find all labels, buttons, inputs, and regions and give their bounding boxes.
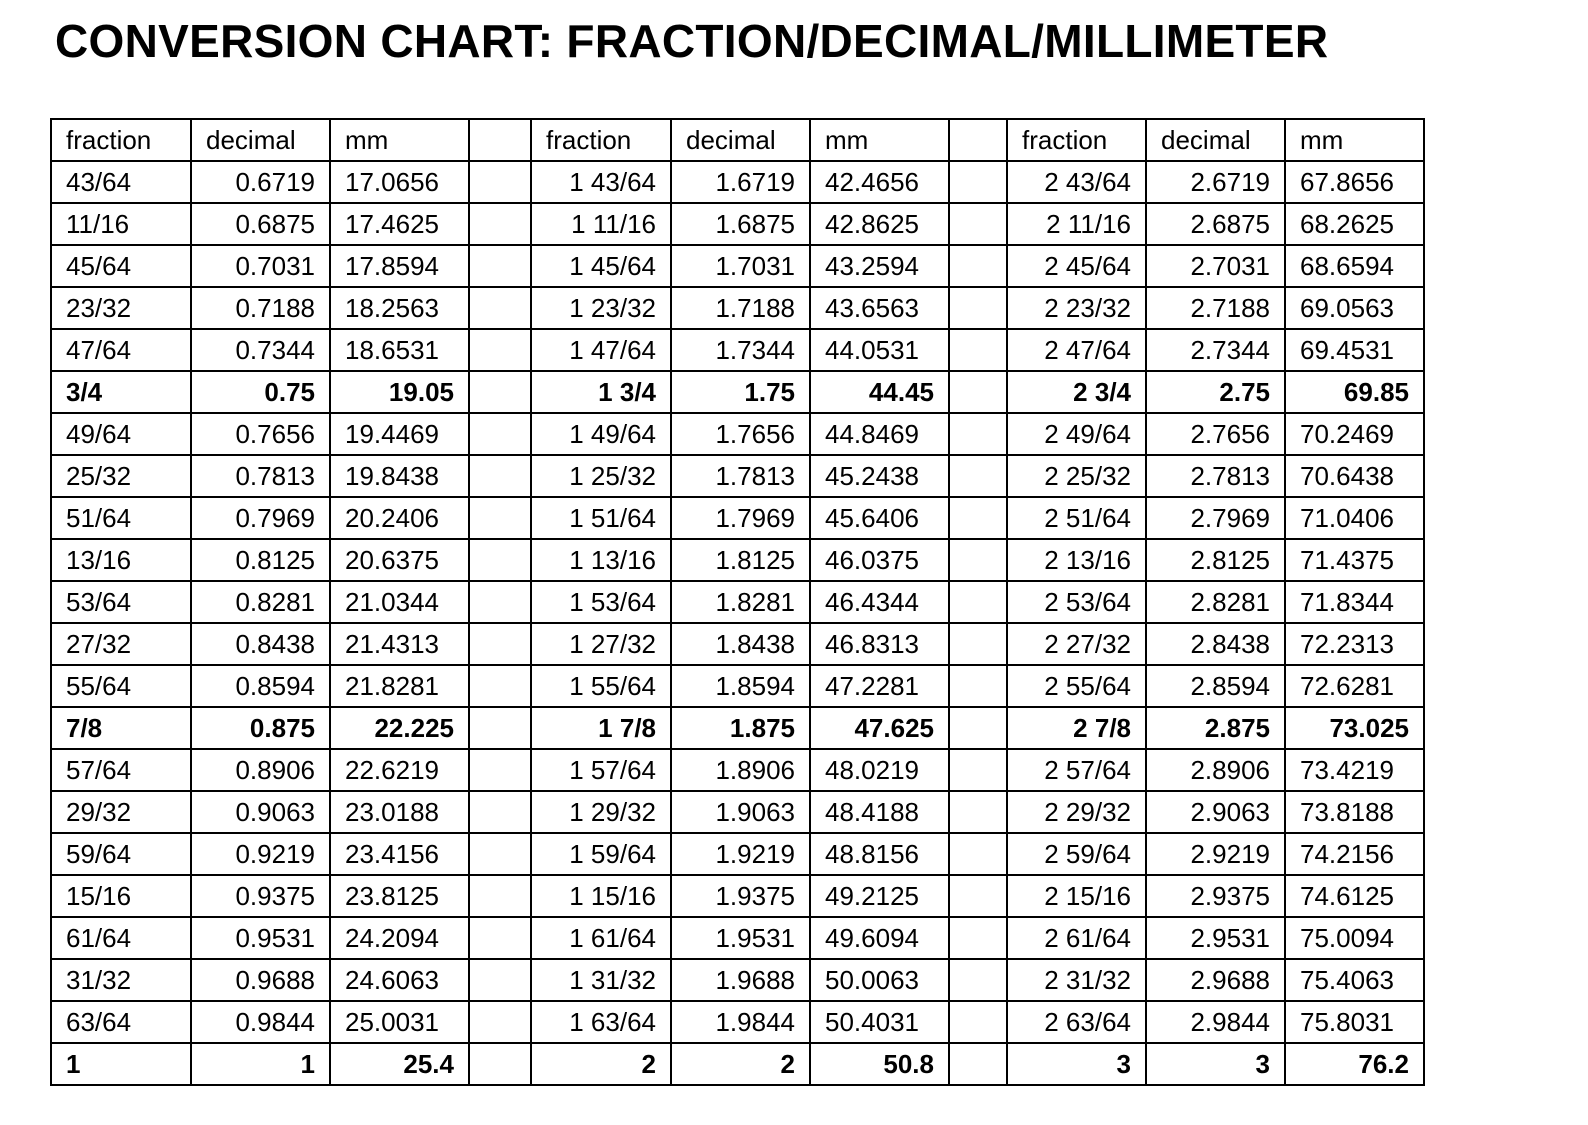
group-spacer (949, 455, 1007, 497)
group-spacer (949, 539, 1007, 581)
group-spacer (949, 1001, 1007, 1043)
table-row (51, 1043, 1424, 1085)
fraction-cell: 45/64 (51, 245, 191, 287)
group-spacer (949, 371, 1007, 413)
group-spacer (949, 119, 1007, 161)
decimal-cell: 2.9375 (1146, 875, 1285, 917)
group-spacer (469, 581, 531, 623)
mm-cell: 49.2125 (810, 875, 949, 917)
fraction-cell: 27/32 (51, 623, 191, 665)
fraction-cell: 31/32 (51, 959, 191, 1001)
fraction-cell: 2 43/64 (1007, 161, 1146, 203)
fraction-cell: 2 3/4 (1007, 371, 1146, 413)
fraction-cell: 2 57/64 (1007, 749, 1146, 791)
mm-cell: 50.4031 (810, 1001, 949, 1043)
header-fraction: fraction (51, 119, 191, 161)
decimal-cell: 2.6875 (1146, 203, 1285, 245)
mm-cell: 19.4469 (330, 413, 469, 455)
group-spacer (949, 161, 1007, 203)
mm-cell: 71.8344 (1285, 581, 1424, 623)
group-spacer (469, 791, 531, 833)
mm-cell: 49.6094 (810, 917, 949, 959)
fraction-cell: 43/64 (51, 161, 191, 203)
mm-cell: 44.0531 (810, 329, 949, 371)
table-row (51, 161, 1424, 203)
group-spacer (949, 581, 1007, 623)
mm-cell: 42.4656 (810, 161, 949, 203)
fraction-cell: 2 53/64 (1007, 581, 1146, 623)
table-row (51, 413, 1424, 455)
group-spacer (949, 917, 1007, 959)
decimal-cell: 2.875 (1146, 707, 1285, 749)
fraction-cell: 1 59/64 (531, 833, 671, 875)
decimal-cell: 0.8125 (191, 539, 330, 581)
decimal-cell: 2.9531 (1146, 917, 1285, 959)
mm-cell: 18.2563 (330, 287, 469, 329)
mm-cell: 24.6063 (330, 959, 469, 1001)
fraction-cell: 1 13/16 (531, 539, 671, 581)
group-spacer (949, 203, 1007, 245)
fraction-cell: 25/32 (51, 455, 191, 497)
mm-cell: 46.8313 (810, 623, 949, 665)
table-row (51, 707, 1424, 749)
fraction-cell: 1 55/64 (531, 665, 671, 707)
group-spacer (469, 539, 531, 581)
fraction-cell: 1 11/16 (531, 203, 671, 245)
table-row (51, 665, 1424, 707)
mm-cell: 42.8625 (810, 203, 949, 245)
fraction-cell: 2 61/64 (1007, 917, 1146, 959)
decimal-cell: 1.875 (671, 707, 810, 749)
fraction-cell: 2 7/8 (1007, 707, 1146, 749)
mm-cell: 18.6531 (330, 329, 469, 371)
header-decimal: decimal (671, 119, 810, 161)
decimal-cell: 0.7344 (191, 329, 330, 371)
group-spacer (949, 245, 1007, 287)
decimal-cell: 0.7031 (191, 245, 330, 287)
group-spacer (469, 1001, 531, 1043)
fraction-cell: 63/64 (51, 1001, 191, 1043)
table-row (51, 287, 1424, 329)
table-row (51, 791, 1424, 833)
decimal-cell: 3 (1146, 1043, 1285, 1085)
table-row (51, 623, 1424, 665)
decimal-cell: 2.7656 (1146, 413, 1285, 455)
mm-cell: 43.2594 (810, 245, 949, 287)
group-spacer (949, 959, 1007, 1001)
fraction-cell: 2 25/32 (1007, 455, 1146, 497)
fraction-cell: 1 15/16 (531, 875, 671, 917)
mm-cell: 20.6375 (330, 539, 469, 581)
fraction-cell: 1 49/64 (531, 413, 671, 455)
mm-cell: 74.6125 (1285, 875, 1424, 917)
table-row (51, 581, 1424, 623)
fraction-cell: 1 47/64 (531, 329, 671, 371)
group-spacer (949, 329, 1007, 371)
group-spacer (469, 119, 531, 161)
header-mm: mm (330, 119, 469, 161)
decimal-cell: 2.7031 (1146, 245, 1285, 287)
mm-cell: 69.85 (1285, 371, 1424, 413)
fraction-cell: 1 3/4 (531, 371, 671, 413)
fraction-cell: 2 63/64 (1007, 1001, 1146, 1043)
mm-cell: 46.4344 (810, 581, 949, 623)
decimal-cell: 0.9688 (191, 959, 330, 1001)
fraction-cell: 2 45/64 (1007, 245, 1146, 287)
mm-cell: 21.8281 (330, 665, 469, 707)
mm-cell: 25.0031 (330, 1001, 469, 1043)
fraction-cell: 49/64 (51, 413, 191, 455)
fraction-cell: 1 23/32 (531, 287, 671, 329)
header-decimal: decimal (191, 119, 330, 161)
fraction-cell: 55/64 (51, 665, 191, 707)
fraction-cell: 3/4 (51, 371, 191, 413)
mm-cell: 67.8656 (1285, 161, 1424, 203)
mm-cell: 73.4219 (1285, 749, 1424, 791)
fraction-cell: 2 31/32 (1007, 959, 1146, 1001)
fraction-cell: 2 (531, 1043, 671, 1085)
fraction-cell: 53/64 (51, 581, 191, 623)
page-title: CONVERSION CHART: FRACTION/DECIMAL/MILLIMETER (55, 15, 1329, 67)
decimal-cell: 0.7969 (191, 497, 330, 539)
group-spacer (469, 917, 531, 959)
decimal-cell: 2.7344 (1146, 329, 1285, 371)
fraction-cell: 2 59/64 (1007, 833, 1146, 875)
table-row (51, 875, 1424, 917)
mm-cell: 76.2 (1285, 1043, 1424, 1085)
group-spacer (469, 287, 531, 329)
group-spacer (469, 1043, 531, 1085)
mm-cell: 24.2094 (330, 917, 469, 959)
decimal-cell: 0.9531 (191, 917, 330, 959)
mm-cell: 48.8156 (810, 833, 949, 875)
fraction-cell: 13/16 (51, 539, 191, 581)
header-row (51, 119, 1424, 161)
decimal-cell: 2 (671, 1043, 810, 1085)
fraction-cell: 2 27/32 (1007, 623, 1146, 665)
decimal-cell: 0.9375 (191, 875, 330, 917)
decimal-cell: 1.7969 (671, 497, 810, 539)
decimal-cell: 2.7969 (1146, 497, 1285, 539)
decimal-cell: 2.7188 (1146, 287, 1285, 329)
mm-cell: 23.4156 (330, 833, 469, 875)
decimal-cell: 2.9688 (1146, 959, 1285, 1001)
header-fraction: fraction (531, 119, 671, 161)
decimal-cell: 1.75 (671, 371, 810, 413)
group-spacer (949, 707, 1007, 749)
mm-cell: 71.0406 (1285, 497, 1424, 539)
mm-cell: 17.0656 (330, 161, 469, 203)
group-spacer (469, 707, 531, 749)
decimal-cell: 1.9531 (671, 917, 810, 959)
fraction-cell: 2 49/64 (1007, 413, 1146, 455)
fraction-cell: 1 7/8 (531, 707, 671, 749)
fraction-cell: 61/64 (51, 917, 191, 959)
mm-cell: 20.2406 (330, 497, 469, 539)
group-spacer (469, 665, 531, 707)
fraction-cell: 2 13/16 (1007, 539, 1146, 581)
decimal-cell: 1.8594 (671, 665, 810, 707)
fraction-cell: 1 63/64 (531, 1001, 671, 1043)
decimal-cell: 0.875 (191, 707, 330, 749)
decimal-cell: 0.7656 (191, 413, 330, 455)
decimal-cell: 2.8438 (1146, 623, 1285, 665)
group-spacer (949, 1043, 1007, 1085)
decimal-cell: 2.9063 (1146, 791, 1285, 833)
conversion-table (50, 118, 1425, 1086)
mm-cell: 21.4313 (330, 623, 469, 665)
fraction-cell: 1 27/32 (531, 623, 671, 665)
fraction-cell: 2 55/64 (1007, 665, 1146, 707)
mm-cell: 69.0563 (1285, 287, 1424, 329)
group-spacer (469, 497, 531, 539)
fraction-cell: 1 25/32 (531, 455, 671, 497)
mm-cell: 75.0094 (1285, 917, 1424, 959)
decimal-cell: 2.9219 (1146, 833, 1285, 875)
group-spacer (949, 497, 1007, 539)
decimal-cell: 0.6875 (191, 203, 330, 245)
fraction-cell: 7/8 (51, 707, 191, 749)
group-spacer (949, 791, 1007, 833)
decimal-cell: 1.8438 (671, 623, 810, 665)
table-row (51, 749, 1424, 791)
table-row (51, 455, 1424, 497)
table-row (51, 329, 1424, 371)
table-row (51, 371, 1424, 413)
decimal-cell: 0.9844 (191, 1001, 330, 1043)
header-decimal: decimal (1146, 119, 1285, 161)
fraction-cell: 47/64 (51, 329, 191, 371)
decimal-cell: 1.8281 (671, 581, 810, 623)
decimal-cell: 1.7031 (671, 245, 810, 287)
table-row (51, 959, 1424, 1001)
decimal-cell: 2.75 (1146, 371, 1285, 413)
group-spacer (469, 413, 531, 455)
mm-cell: 23.0188 (330, 791, 469, 833)
decimal-cell: 0.8281 (191, 581, 330, 623)
fraction-cell: 2 15/16 (1007, 875, 1146, 917)
fraction-cell: 2 23/32 (1007, 287, 1146, 329)
decimal-cell: 1.7188 (671, 287, 810, 329)
table-row (51, 917, 1424, 959)
table-row (51, 833, 1424, 875)
decimal-cell: 1.7656 (671, 413, 810, 455)
table-row (51, 245, 1424, 287)
mm-cell: 70.6438 (1285, 455, 1424, 497)
mm-cell: 68.2625 (1285, 203, 1424, 245)
fraction-cell: 2 47/64 (1007, 329, 1146, 371)
header-mm: mm (810, 119, 949, 161)
mm-cell: 48.4188 (810, 791, 949, 833)
decimal-cell: 1 (191, 1043, 330, 1085)
mm-cell: 21.0344 (330, 581, 469, 623)
group-spacer (469, 329, 531, 371)
decimal-cell: 0.9219 (191, 833, 330, 875)
decimal-cell: 0.9063 (191, 791, 330, 833)
mm-cell: 70.2469 (1285, 413, 1424, 455)
decimal-cell: 2.8594 (1146, 665, 1285, 707)
fraction-cell: 2 51/64 (1007, 497, 1146, 539)
group-spacer (469, 203, 531, 245)
decimal-cell: 2.7813 (1146, 455, 1285, 497)
group-spacer (469, 749, 531, 791)
mm-cell: 74.2156 (1285, 833, 1424, 875)
mm-cell: 48.0219 (810, 749, 949, 791)
fraction-cell: 29/32 (51, 791, 191, 833)
decimal-cell: 1.6719 (671, 161, 810, 203)
mm-cell: 19.8438 (330, 455, 469, 497)
fraction-cell: 51/64 (51, 497, 191, 539)
mm-cell: 46.0375 (810, 539, 949, 581)
mm-cell: 17.8594 (330, 245, 469, 287)
decimal-cell: 2.8125 (1146, 539, 1285, 581)
fraction-cell: 1 31/32 (531, 959, 671, 1001)
mm-cell: 50.0063 (810, 959, 949, 1001)
group-spacer (949, 623, 1007, 665)
group-spacer (949, 287, 1007, 329)
fraction-cell: 1 53/64 (531, 581, 671, 623)
decimal-cell: 2.9844 (1146, 1001, 1285, 1043)
fraction-cell: 15/16 (51, 875, 191, 917)
group-spacer (469, 245, 531, 287)
mm-cell: 25.4 (330, 1043, 469, 1085)
fraction-cell: 1 57/64 (531, 749, 671, 791)
group-spacer (949, 749, 1007, 791)
group-spacer (469, 833, 531, 875)
fraction-cell: 1 61/64 (531, 917, 671, 959)
mm-cell: 44.8469 (810, 413, 949, 455)
decimal-cell: 0.6719 (191, 161, 330, 203)
fraction-cell: 3 (1007, 1043, 1146, 1085)
group-spacer (469, 623, 531, 665)
decimal-cell: 1.9688 (671, 959, 810, 1001)
group-spacer (949, 833, 1007, 875)
fraction-cell: 1 (51, 1043, 191, 1085)
mm-cell: 75.8031 (1285, 1001, 1424, 1043)
table-row (51, 539, 1424, 581)
mm-cell: 50.8 (810, 1043, 949, 1085)
group-spacer (469, 371, 531, 413)
decimal-cell: 0.8906 (191, 749, 330, 791)
decimal-cell: 0.75 (191, 371, 330, 413)
fraction-cell: 57/64 (51, 749, 191, 791)
mm-cell: 73.025 (1285, 707, 1424, 749)
mm-cell: 43.6563 (810, 287, 949, 329)
fraction-cell: 11/16 (51, 203, 191, 245)
mm-cell: 47.2281 (810, 665, 949, 707)
header-mm: mm (1285, 119, 1424, 161)
fraction-cell: 1 51/64 (531, 497, 671, 539)
mm-cell: 75.4063 (1285, 959, 1424, 1001)
group-spacer (469, 161, 531, 203)
mm-cell: 73.8188 (1285, 791, 1424, 833)
fraction-cell: 59/64 (51, 833, 191, 875)
group-spacer (949, 875, 1007, 917)
decimal-cell: 1.7344 (671, 329, 810, 371)
mm-cell: 45.2438 (810, 455, 949, 497)
decimal-cell: 1.9063 (671, 791, 810, 833)
decimal-cell: 0.7188 (191, 287, 330, 329)
group-spacer (469, 455, 531, 497)
decimal-cell: 1.9375 (671, 875, 810, 917)
mm-cell: 45.6406 (810, 497, 949, 539)
header-fraction: fraction (1007, 119, 1146, 161)
decimal-cell: 2.6719 (1146, 161, 1285, 203)
fraction-cell: 1 45/64 (531, 245, 671, 287)
mm-cell: 22.6219 (330, 749, 469, 791)
fraction-cell: 2 11/16 (1007, 203, 1146, 245)
mm-cell: 69.4531 (1285, 329, 1424, 371)
table-row (51, 497, 1424, 539)
decimal-cell: 2.8281 (1146, 581, 1285, 623)
group-spacer (469, 875, 531, 917)
fraction-cell: 23/32 (51, 287, 191, 329)
table-row (51, 1001, 1424, 1043)
mm-cell: 23.8125 (330, 875, 469, 917)
group-spacer (469, 959, 531, 1001)
mm-cell: 19.05 (330, 371, 469, 413)
mm-cell: 47.625 (810, 707, 949, 749)
fraction-cell: 2 29/32 (1007, 791, 1146, 833)
decimal-cell: 0.8594 (191, 665, 330, 707)
table-row (51, 203, 1424, 245)
mm-cell: 17.4625 (330, 203, 469, 245)
mm-cell: 71.4375 (1285, 539, 1424, 581)
mm-cell: 72.2313 (1285, 623, 1424, 665)
decimal-cell: 1.9219 (671, 833, 810, 875)
decimal-cell: 1.7813 (671, 455, 810, 497)
mm-cell: 22.225 (330, 707, 469, 749)
decimal-cell: 2.8906 (1146, 749, 1285, 791)
decimal-cell: 1.6875 (671, 203, 810, 245)
mm-cell: 44.45 (810, 371, 949, 413)
mm-cell: 72.6281 (1285, 665, 1424, 707)
decimal-cell: 1.8125 (671, 539, 810, 581)
decimal-cell: 0.7813 (191, 455, 330, 497)
decimal-cell: 0.8438 (191, 623, 330, 665)
fraction-cell: 1 29/32 (531, 791, 671, 833)
fraction-cell: 1 43/64 (531, 161, 671, 203)
decimal-cell: 1.9844 (671, 1001, 810, 1043)
group-spacer (949, 413, 1007, 455)
group-spacer (949, 665, 1007, 707)
mm-cell: 68.6594 (1285, 245, 1424, 287)
decimal-cell: 1.8906 (671, 749, 810, 791)
